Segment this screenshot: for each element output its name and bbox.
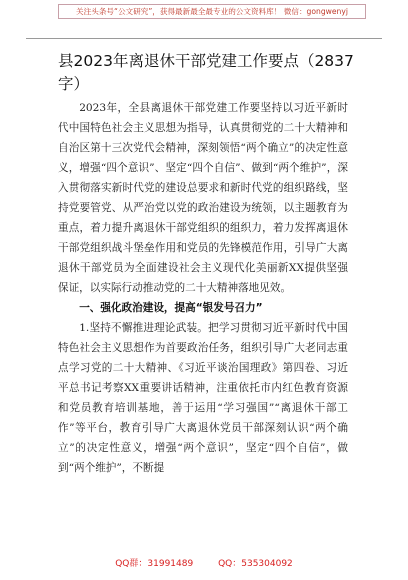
document-body: [58, 98, 348, 478]
document-title: 县2023年离退休干部党建工作要点（2837字）: [58, 52, 354, 93]
intro-paragraph: 2023年，全县离退休干部党建工作要坚持以习近平新时代中国特色社会主义思想为指导，认真贯彻党的二十大精神和自治区第十三次党代会精神，深刻领悟“两个确立”的决定性意义，增强“四个意识”、坚定“四个自信”、做到“两个维护”，深入贯彻落实新时代党的建设总要求和新时代党的组织路线，坚持党要管党、从严治党以党的政治建设为统领，以主题教育为重点，着力提升离退休干部党组织的组织力，着力发挥离退休干部党组织战斗堡垒作用和党员的先锋模范作用，引导广大离退休干部党员为全面建设社会主义现代化美丽新XX提供坚强保证，以实际行动推动党的二十大精神落地见效。: [58, 102, 348, 294]
header-rule: [26, 38, 382, 39]
footer-qq: QQ：535304092: [218, 559, 293, 569]
footer-qq-group: QQ群：31991489: [115, 559, 194, 569]
footer-contacts: [0, 556, 408, 569]
promo-banner: 关注头条号“公文研究”，获得最新最全最专业的公文资料库！ 微信：gongwenyj: [58, 4, 366, 19]
item-paragraph: 1.坚持不懈推进理论武装。把学习贯彻习近平新时代中国特色社会主义思想作为首要政治任务，组织引导广大老同志重点学习党的二十大精神、《习近平谈治国理政》第四卷、习近平总书记考察XX重要讲话精神，注重依托市内红色教育资源和党员教育培训基地，善于运用“学习强国”“离退休干部工作”等平台，教育引导广大离退休党员干部深刻认识“两个确立”的决定性意义，增强“两个意识”，坚定“四个自信”，做到“两个维护”，不断提: [58, 322, 348, 474]
section-heading: 一、强化政治建设，提高“银发号召力”: [79, 302, 263, 314]
